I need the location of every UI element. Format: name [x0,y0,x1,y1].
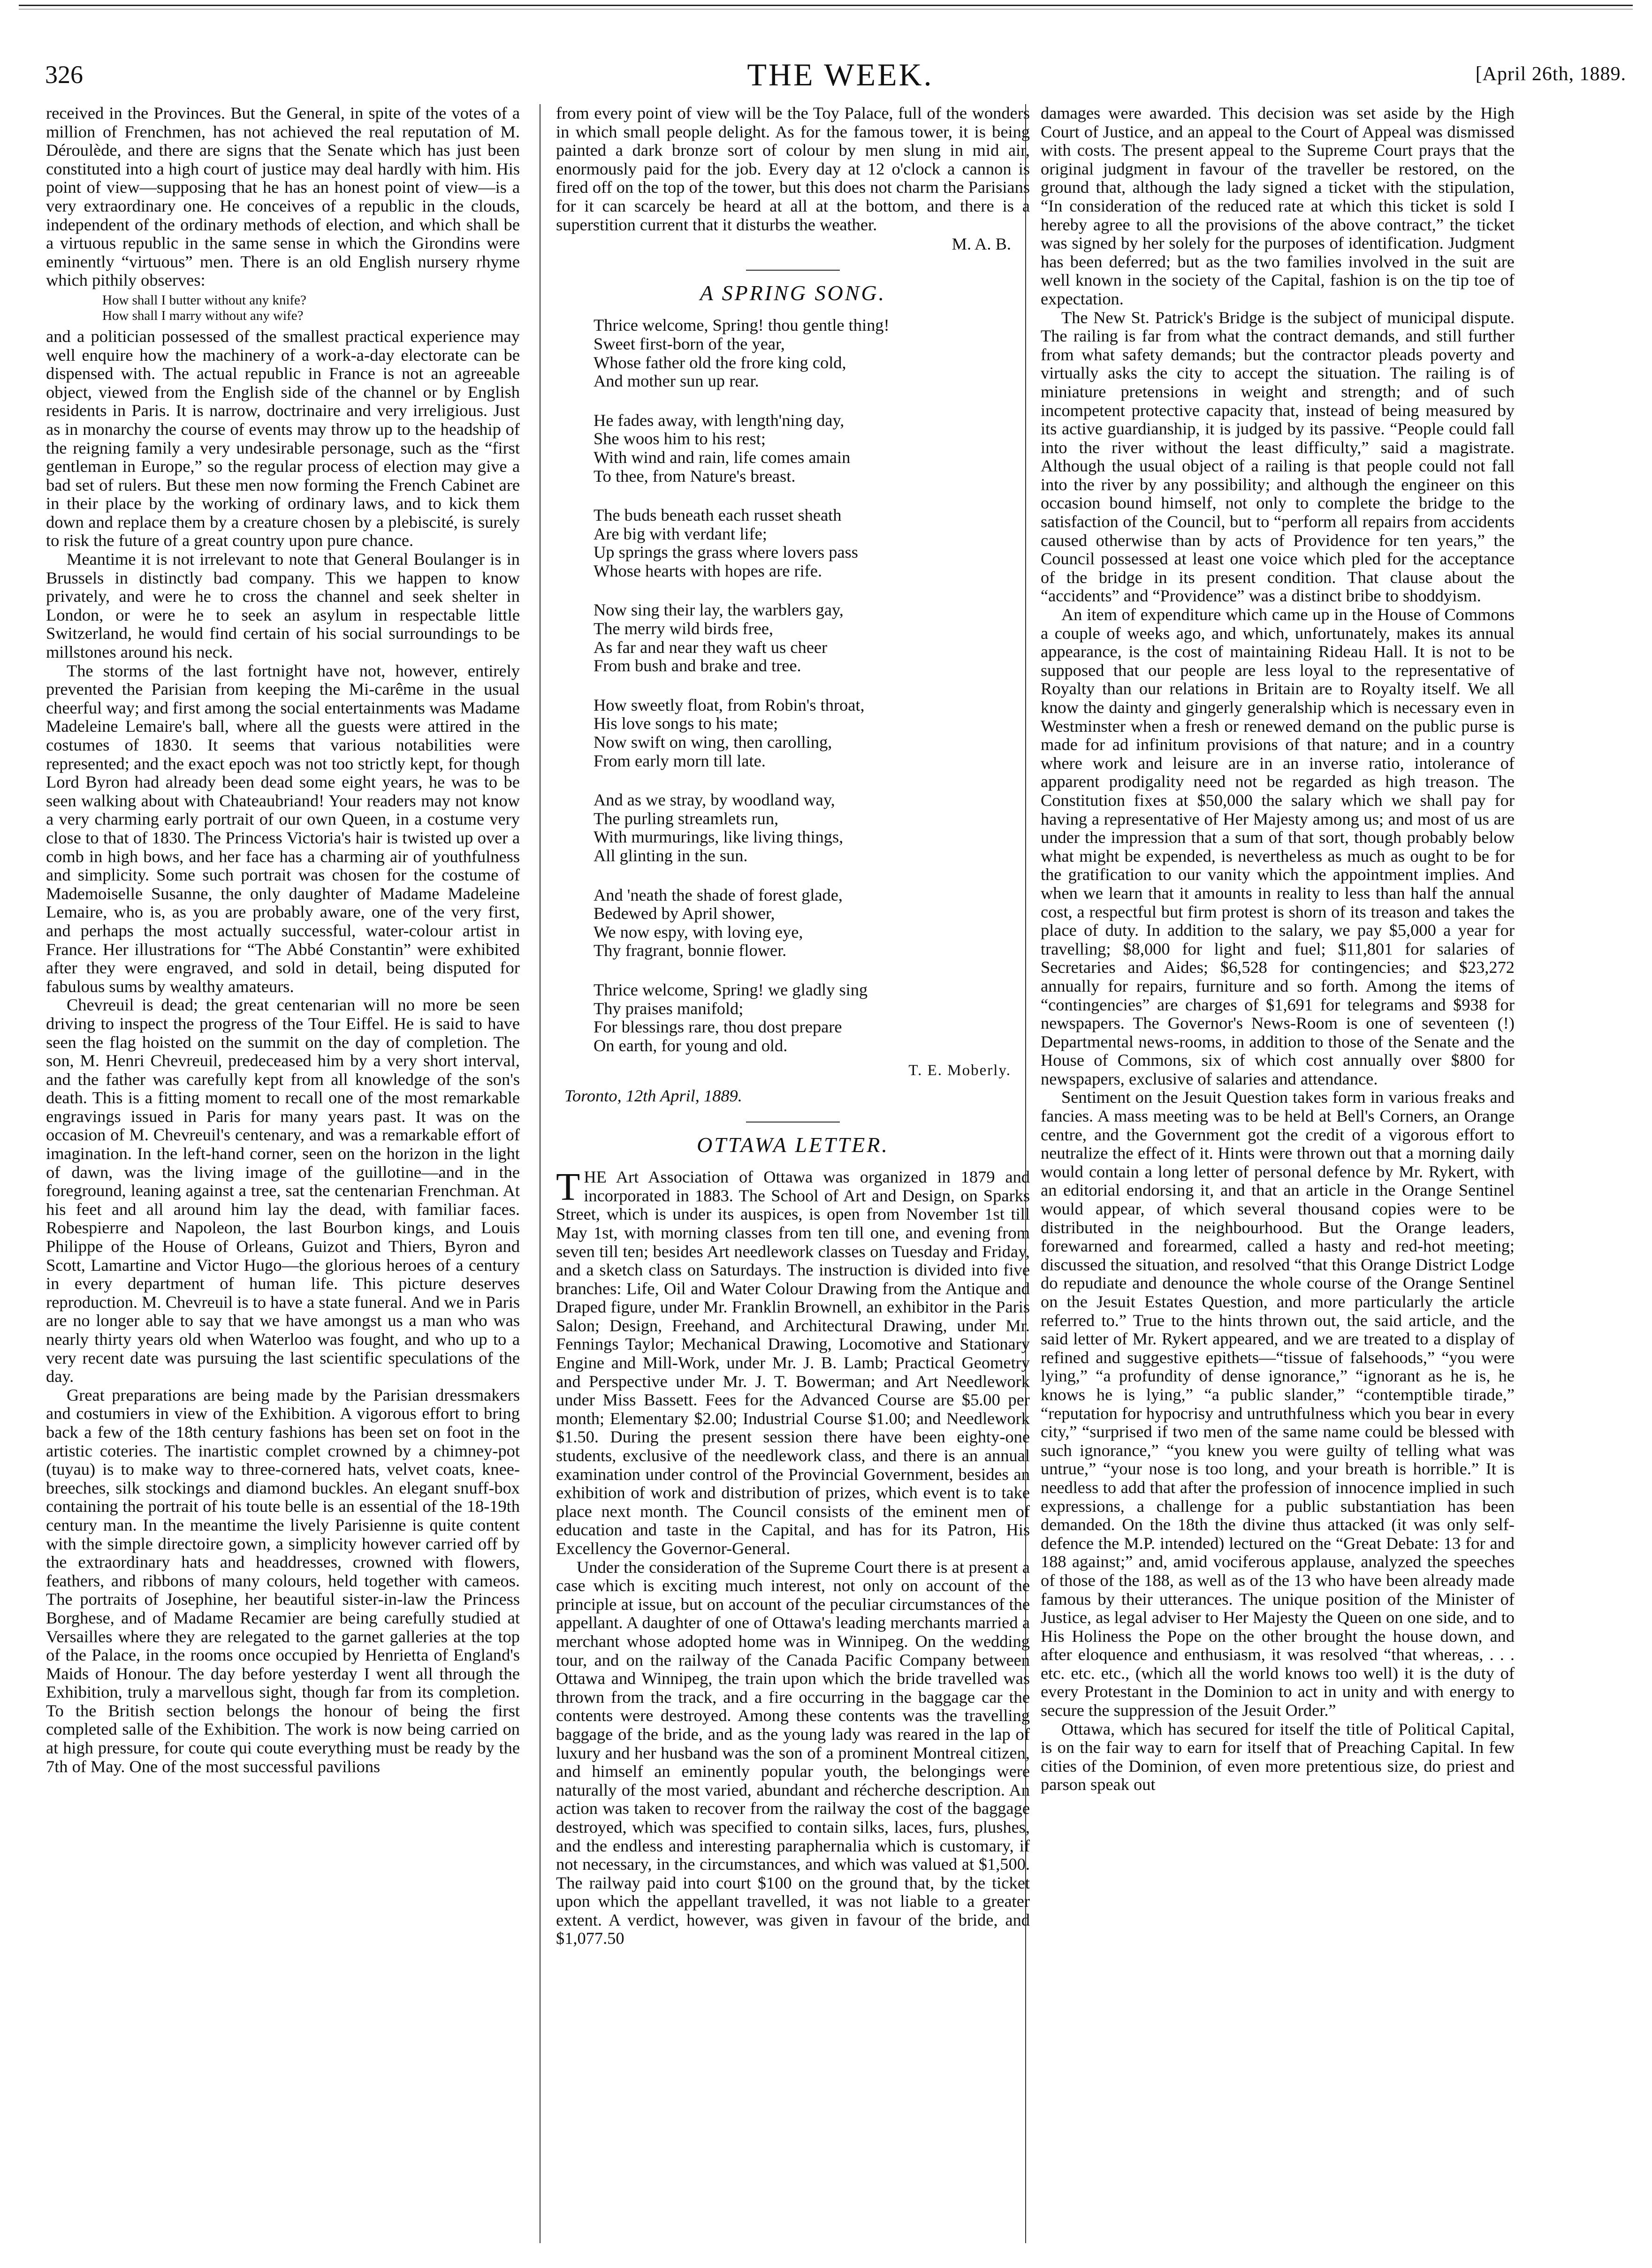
poem-line: She woos him to his rest; [594,429,766,448]
column-1 [46,104,520,2243]
article-paragraph: Ottawa, which has secured for itself the title of Political Capital, is on the fair way to earn for itself that of Preaching Capital. In few cities of the Dominion, of even more pretentious size, do priest and parson speak out [1041,1719,1515,1794]
poem-line: Up springs the grass where lovers pass [594,543,858,562]
article-paragraph: Under the consideration of the Supreme Court there is at present a case which is exciting much interest, not only on account of the principle at issue, but on account of the peculiar circumstances of the appellant. A daughter of one of Ottawa's leading merchants married a merchant whose adopted home was in Winnipeg. On the wedding tour, and on the railway of the Canada Pacific Company between Ottawa and Winnipeg, the train upon which the bride travelled was thrown from the track, and a fire occurring in the baggage car the contents were destroyed. Among these contents was the travelling baggage of the bride, and as the young lady was reared in the lap of luxury and her husband was the son of a prominent Montreal citizen, and himself an eminently popular youth, the belongings were naturally of the most varied, abundant and récherche description. An action was taken to recover from the railway the cost of the baggage destroyed, which was specified to contain silks, laces, furs, plushes, and the endless and interesting paraphernalia which is customary, if not necessary, in the circumstances, and which was valued at $1,500. The railway paid into court $100 on the ground that, by the ticket upon which the appellant travelled, it was not liable to a greater extent. A verdict, however, was given in favour of the bride, and $1,077.50 [556,1557,1030,1948]
article-paragraph: Great preparations are being made by the Parisian dressmakers and costumiers in view of the Exhibition. A vigorous effort to bring back a few of the 18th century fashions has been set on foot in the artistic coteries. The inartistic complet crowned by a chimney-pot (tuyau) is to make way to three-cornered hats, velvet coats, knee-breeches, silk stockings and diamond buckles. An elegant snuff-box containing the portrait of his toute belle is an essential of the 18-19th century man. In the meantime the lively Parisienne is quite content with the simple directoire gown, a simplicity however carried off by the extraordinary hats and headdresses, crowned with flowers, feathers, and ribbons of many colours, held together with cameos. The portraits of Josephine, her beautiful sister-in-law the Princess Borghese, and of Madame Recamier are being carefully studied at Versailles where they are relegated to the garnet galleries at the top of the Palace, in the rooms once occupied by Henrietta of England's Maids of Honour. The day before yesterday I went all through the Exhibition, truly a marvellous sight, though far from its completion. To the British section belongs the honour of being the first completed salle of the Exhibition. The work is now being carried on at high pressure, for coute qui coute everything must be ready by the 7th of May. One of the most successful pavilions [46,1385,520,1776]
column-divider [540,104,541,2243]
poem-line: For blessings rare, thou dost prepare [594,1017,842,1037]
poem-line: Sweet first-born of the year, [594,334,785,353]
poem-line: From early morn till late. [594,751,766,770]
poem-stanza [594,696,1030,770]
rhyme-line: How shall I marry without any wife? [102,308,304,323]
page-number: 326 [45,61,83,89]
poem-line: Bedewed by April shower, [594,904,775,923]
article-paragraph: The New St. Patrick's Bridge is the subject of municipal dispute. The railing is far from what the contract demands, and still further from what safety demands; but the contractor pleads poverty and virtually asks the city to accept the situation. The railing is of miniature pretensions in weight and strength; and of such incompetent protective capacity that, instead of being measured by its active guardianship, it is judged by its passive. “People could fall into the river without the least difficulty,” said a magistrate. Although the usual object of a railing is that people could not fall into the river by any possibility; and although the engineer on this occasion bound himself, not only to complete the bridge to the satisfaction of the Council, but to “perform all repairs from accidents caused otherwise than by acts of Providence for ten years,” the Council possessed at least one voice which pled for the acceptance of the bridge in its present condition. That clause about the “accidents” and “Providence” was a distinct bribe to shoddyism. [1041,308,1515,606]
poem-line: On earth, for young and old. [594,1036,788,1055]
poem-line: Thrice welcome, Spring! we gladly sing [594,980,868,999]
poem-line: Thy praises manifold; [594,999,744,1018]
article-paragraph: damages were awarded. This decision was set aside by the High Court of Justice, and an appeal to the Court of Appeal was dismissed with costs. The present appeal to the Supreme Court prays that the original judgment in favour of the traveller be restored, on the ground that, although the lady signed a ticket with the stipulation, “In consideration of the reduced rate at which this ticket is sold I hereby agree to all the provisions of the above contract,” the ticket was signed by her solely for the purposes of identification. Judgment has been deferred; but as the two families involved in the suit are well known in the society of the Capital, fashion is on the tip toe of expectation. [1041,104,1515,308]
page-header [45,56,1636,94]
article-paragraph: The storms of the last fortnight have not, however, entirely prevented the Parisian from keeping the Mi-carême in the usual cheerful way; and first among the social entertainments was Madame Madeleine Lemaire's ball, where all the guests were attired in the costumes of 1830. It seems that various notabilities were represented; and the exact epoch was not too strictly kept, for though Lord Byron had already been dead some eight years, he was to be seen walking about with Chateaubriand! Your readers may not know a very charming early portrait of our own Queen, in a costume very close to that of 1830. The Princess Victoria's hair is twisted up over a comb in high bows, and her face has a charming air of youthfulness and simplicity. Some such portrait was chosen for the costume of Mademoiselle Susanne, the only daughter of Madame Madeleine Lemaire, who is, as you are probably aware, one of the very first, and perhaps the most actually successful, water-colour artist in France. Her illustrations for “The Abbé Constantin” were exhibited after they were engraved, and sold in detail, being disputed for fabulous sums by wealthy amateurs. [46,661,520,996]
poem-line: With wind and rain, life comes amain [594,448,851,467]
poem-stanza [594,506,1030,580]
article-paragraph [556,1165,1030,1558]
poem-line: The buds beneath each russet sheath [594,506,842,525]
poem-line: And 'neath the shade of forest glade, [594,885,843,904]
poem-line: All glinting in the sun. [594,846,748,865]
poem-stanza [594,316,1030,390]
poem-line: As far and near they waft us cheer [594,637,828,657]
poem-line: Are big with verdant life; [594,524,767,543]
poem-stanza [594,886,1030,960]
poem-line: With murmurings, like living things, [594,827,844,847]
journal-title: THE WEEK. [747,57,934,92]
section-separator [746,270,840,271]
poem-line: To thee, from Nature's breast. [594,466,796,485]
poem-line: We now espy, with loving eye, [594,922,803,941]
column-2 [556,104,1030,2243]
poem-place-date: Toronto, 12th April, 1889. [564,1086,742,1105]
article-paragraph: Chevreuil is dead; the great centenarian will no more be seen driving to inspect the progress of the Tour Eiffel. He is said to have seen the flag hoisted on the summit on the day of completion. The son, M. Henri Chevreuil, predeceased him by a very short interval, and the father was carefully kept from all knowledge of the son's death. This is a fitting moment to recall one of the most remarkable engravings issued in Paris for many years past. It was on the occasion of M. Chevreuil's centenary, and was a remarkable effort of imagination. In the left-hand corner, seen on the horizon in the light of dawn, was the living image of the guillotine—and in the foreground, leaning against a tree, sat the centenarian Frenchman. At his feet and all around him lay the dead, with familiar faces. Robespierre and Napoleon, the last Bourbon kings, and Louis Philippe of the House of Orleans, Guizot and Thiers, Byron and Scott, Lamartine and Victor Hugo—the glorious heroes of a century in every department of human life. This picture deserves reproduction. M. Chevreuil is to have a state funeral. And we in Paris are no longer able to say that we have amongst us a man who was nearly thirty years old when Waterloo was fought, and who up to a very recent date was pursuing the last scientific speculations of the day. [46,995,520,1386]
poem-line: Whose father old the frore king cold, [594,353,846,372]
poem-line: Thy fragrant, bonnie flower. [594,941,787,960]
poem-line: The merry wild birds free, [594,619,773,638]
poem-author: T. E. Moberly. [908,1062,1011,1079]
article-paragraph: and a politician possessed of the smallest practical experience may well enquire how the machinery of a work-a-day electorate can be dispensed with. The actual republic in France is not an agreeable object, viewed from the English side of the channel or by English residents in Paris. It is narrow, doctrinaire and very irreligious. Just as in monarchy the course of events may throw up to the headship of the reigning family a very undesirable personage, such as the “first gentleman in Europe,” so the regular process of election may give a bad set of rulers. But these men now forming the French Cabinet are in their place by the working of ordinary laws, and to kick them down and replace them by a creature chosen by a plebiscité, is surely to risk the future of a great country upon pure chance. [46,326,520,550]
column-3 [1041,104,1515,2243]
poem-line: Thrice welcome, Spring! thou gentle thing! [594,316,890,335]
article-paragraph-text: HE Art Association of Ottawa was organized in 1879 and incorporated in 1883. The School of Art and Design, on Sparks Street, which is under its auspices, is open from November 1st till May 1st, with morning classes from ten till one, and evening from seven till ten; besides Art needlework classes on Tuesday and Friday, and a sketch class on Saturdays. The instruction is divided into five branches: Life, Oil and Water Colour Drawing from the Antique and Draped figure, under Mr. Franklin Brownell, an exhibitor in the Paris Salon; Design, Freehand, and Architectural Drawing, under Mr. Fennings Taylor; Mechanical Drawing, Locomotive and Stationary Engine and Mill-Work, under Mr. J. B. Lamb; Practical Geometry and Perspective under Mr. J. T. Bowerman; and Art Needlework under Miss Bassett. Fees for the Advanced Course are $5.00 per month; Elementary $2.00; Industrial Course $1.00; and Needlework $1.50. During the present session there have been eighty-one students, exclusive of the needlework class, and there is an annual examination under control of the Provincial Government, besides an exhibition of work and distribution of prizes, which event is to take place next month. The Council consists of the eminent men of education and taste in the Capital, and has for its Patron, His Excellency the Governor-General. [556,1168,1030,1558]
poem-stanza [594,411,1030,485]
top-rule [19,5,1633,9]
poem-line: Whose hearts with hopes are rife. [594,561,822,580]
poem-stanza [594,791,1030,865]
section-separator [746,1122,840,1123]
poem-stanza [594,601,1030,675]
poem-stanza [594,981,1030,1055]
poem-line: He fades away, with length'ning day, [594,410,845,430]
poem-line: How sweetly float, from Robin's throat, [594,695,865,714]
article-paragraph: Sentiment on the Jesuit Question takes form in various freaks and fancies. A mass meeting was to be held at Bell's Corners, an Orange centre, and the Government got the credit of a vigorous effort to neutralize the effect of it. Hints were thrown out that a morning daily would contain a long letter of personal defence by Mr. Rykert, with an editorial endorsing it, and that an article in the Orange Sentinel would appear, of which several thousand copies were to be distributed in the neighbourhood. But the Orange leaders, forewarned and forearmed, called a hasty and red-hot meeting; discussed the situation, and resolved “that this Orange District Lodge do repudiate and denounce the whole course of the Orange Sentinel on the Jesuit Estates Question, and more particularly the article referred to.” True to the hints thrown out, the said article, and the said letter of Mr. Rykert appeared, and we are treated to a display of refined and suggestive epithets—“tissue of falsehoods,” “you were lying,” “a profundity of dense ignorance,” “ignorant as he is, he knows he is lying,” “a public slander,” “contemptible tirade,” “reputation for hypocrisy and untruthfulness which you bear in every city,” “surprised if two men of the same name could be blessed with such ignorance,” “you knew you were guilty of telling what was untrue,” “your nose is too long, and your breath is horrible.” It is needless to add that after the profession of innocence implied in such expressions, a challenge for a public substantiation has been demanded. On the 18th the divine thus attacked (it was only self-defence the M.P. intended) lectured on the “Great Debate: 13 for and 188 against;” and, amid vociferous applause, analyzed the speeches of those of the 188, as well as of the 13 who have been already made famous by their utterances. The unique position of the Minister of Justice, as legal adviser to Her Majesty the Queen on one side, and to His Holiness the Pope on the other brought the house down, and after eloquence and enthusiasm, it was resolved “that whereas, . . . etc. etc. etc., (which all the world knows too well) it is the duty of every Protestant in the Dominion to act in unity and with energy to secure the suppression of the Jesuit Order.” [1041,1088,1515,1720]
poem-line: Now sing their lay, the warblers gay, [594,600,844,620]
rhyme-line: How shall I butter without any knife? [102,292,306,308]
poem-title: A SPRING SONG. [700,281,886,305]
drop-cap: T [556,1165,580,1209]
poem-line: And mother sun up rear. [594,372,759,391]
article-paragraph: An item of expenditure which came up in the House of Commons a couple of weeks ago, and which, unfortunately, makes its annual appearance, is the cost of maintaining Rideau Hall. It is not to be supposed that our people are less loyal to the representative of Royalty than our relations in Britain are to Royalty itself. We all know the dainty and gingerly generalship which is necessary even in Westminster when a fresh or renewed demand on the public purse is made for ad infinitum provisions of that nature; and in a country where work and leisure are in an inverse ratio, intolerance of apparent prodigality need not be regarded as high treason. The Constitution fixes at $50,000 the salary which we shall pay for having a representative of Her Majesty among us; and most of us are under the impression that a sum of that sort, though probably below what might be expended, is nevertheless as much as ought to be for the gratification to our vanity which the appointment implies. And when we learn that it amounts in reality to less than half the annual cost, a respectful but firm protest is shorn of its treason and takes the place of duty. In addition to the salary, we pay $5,000 a year for travelling; $8,000 for light and fuel; $11,801 for salaries of Secretaries and Aides; $6,528 for contingencies; and $23,272 annually for repairs, furniture and so forth. Among the items of “contingencies” are charges of $1,691 for telegrams and $938 for newspapers. The Governor's News-Room is one of seventeen (!) Departmental news-rooms, in addition to those of the Senate and the House of Commons, six of which cost annually over $800 for newspapers, exclusive of salaries and attendance. [1041,605,1515,1088]
letter-title: OTTAWA LETTER. [697,1132,889,1157]
poem-line: His love songs to his mate; [594,714,778,733]
poem-line: Now swift on wing, then carolling, [594,733,832,752]
issue-date: [April 26th, 1889. [1475,63,1626,85]
article-paragraph: from every point of view will be the Toy Palace, full of the wonders in which small people delight. As for the famous tower, it is being painted a dark bronze sort of colour by men slung in mid air, enormously paid for the job. Every day at 12 o'clock a cannon is fired off on the top of the tower, but this does not charm the Parisians for it can scarcely be heard at all at the bottom, and there is a superstition current that it disturbs the weather. [556,104,1030,234]
poem [594,316,1030,1055]
poem-line: From bush and brake and tree. [594,656,801,675]
article-paragraph: Meantime it is not irrelevant to note that General Boulanger is in Brussels in distinctly bad company. This we happen to know privately, and were he to cross the channel and seek shelter in London, or were he to seek an asylum in respectable little Switzerland, he would find certain of his social surroundings to be millstones around his neck. [46,550,520,662]
nursery-rhyme [102,293,520,324]
poem-line: The purling streamlets run, [594,809,779,828]
poem-line: And as we stray, by woodland way, [594,790,835,810]
article-signature: M. A. B. [952,235,1011,254]
article-paragraph: received in the Provinces. But the General, in spite of the votes of a million of Frenchmen, has not achieved the real reputation of M. Déroulède, and there are signs that the Senate which has just been constituted into a high court of justice may deal hardly with him. His point of view—supposing that he has an honest point of view—is a very extraordinary one. He conceives of a republic in the clouds, independent of the ordinary methods of election, and which shall be a virtuous republic in the same sense in which the Girondins were eminently “virtuous” men. There is an old English nursery rhyme which pithily observes: [46,104,520,290]
